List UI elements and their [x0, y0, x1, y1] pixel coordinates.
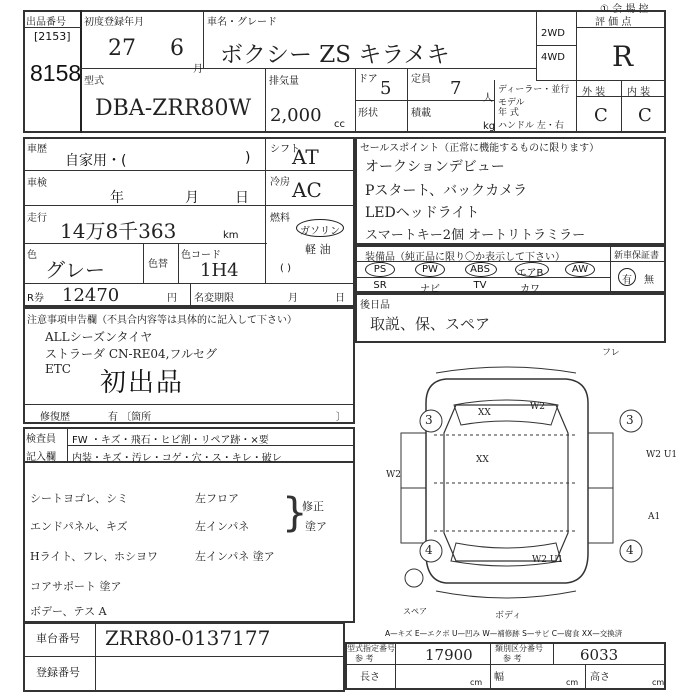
inspection-label: 車検	[27, 178, 47, 189]
lot-number: 8158	[30, 60, 82, 86]
after-items-label: 後日品	[360, 300, 390, 311]
eval-value: R	[612, 40, 634, 73]
inspector-label-1: 検査員	[26, 434, 56, 445]
inspector-row-2: 内装・キズ・汚レ・コゲ・穴・ス・キレ・破レ	[72, 453, 282, 464]
mark-2: W2	[530, 402, 545, 412]
comment-right-2: 左インパネ	[195, 520, 250, 533]
dealer-label: ディーラー・並行	[498, 85, 570, 95]
equip-circle-pw	[415, 262, 445, 277]
comment-2: エンドパネル、キズ	[30, 520, 128, 533]
exterior-label: 外 装	[582, 87, 606, 98]
inspector-row-1: FW ・キズ・飛石・ヒビ割・リペア跡・×要	[72, 435, 269, 446]
mark-5: W2	[386, 470, 401, 480]
repair-value: 有 〔箇所	[108, 412, 152, 423]
first-reg-month: 6	[170, 36, 184, 61]
equip-circle-airbag	[515, 262, 549, 277]
name-label: 車名・グレード	[207, 17, 277, 28]
drive-4wd: 4WD	[541, 52, 565, 63]
first-reg-label: 初度登録年月	[84, 17, 144, 28]
width-unit: cm	[566, 678, 579, 687]
ac-label: 冷房	[270, 177, 290, 188]
displacement-value: 2,000	[270, 105, 322, 126]
exterior-value: C	[594, 105, 608, 126]
use-value: 自家用・(	[65, 153, 127, 169]
equip-circle-abs	[465, 262, 497, 277]
warranty-label: 新車保証書	[614, 251, 660, 261]
color-code-label: 色コード	[181, 250, 221, 261]
eval-label: 評 価 点	[595, 17, 632, 28]
model-year-label: モデル	[498, 98, 525, 108]
month-unit: 月	[193, 64, 203, 75]
fuel-label: 燃料	[270, 213, 290, 224]
car-diagram	[356, 343, 666, 625]
fuel-diesel: 軽 油	[305, 243, 331, 256]
shape-label: 形状	[358, 108, 378, 119]
name-change-month: 月	[288, 293, 298, 304]
mileage-value: 14万8千363	[60, 219, 177, 243]
color-value: グレー	[45, 258, 105, 282]
model-value: DBA-ZRR80W	[95, 96, 252, 121]
load-label: 積載	[411, 108, 431, 119]
equip-navi: ナビ	[420, 284, 440, 295]
mileage-unit: km	[223, 230, 239, 241]
tire-depth-rr: 4	[626, 543, 634, 557]
tire-depth-fl: 3	[425, 413, 433, 427]
use-label: 車歴	[27, 144, 47, 155]
mark-1: フレ	[602, 348, 620, 358]
length-label: 長さ	[360, 672, 380, 683]
mark-8: W2 U1	[532, 555, 564, 565]
length-unit: cm	[470, 678, 483, 687]
interior-value: C	[638, 105, 652, 126]
warranty-no: 無	[644, 275, 654, 286]
class-value: 6033	[580, 646, 619, 664]
comment-1: シートヨゴレ、シミ	[30, 492, 129, 505]
recycle-label: R券	[27, 293, 44, 304]
mileage-label: 走行	[27, 213, 47, 224]
class-label: 類別区分番号	[495, 644, 543, 653]
recycle-unit: 円	[167, 293, 177, 304]
drive-2wd: 2WD	[541, 28, 565, 39]
comment-bracket: }	[282, 490, 308, 536]
tire-depth-rl: 4	[425, 543, 433, 557]
equip-circle-aw	[565, 262, 595, 277]
recycle-value: 12470	[62, 285, 120, 306]
top-note: ① 会 場 控	[600, 4, 649, 15]
notes-line-1: ALLシーズンタイヤ	[45, 330, 153, 344]
mark-10: ボディ	[495, 611, 522, 621]
car-body-outline	[426, 379, 588, 583]
equip-airbag: エアB	[516, 268, 544, 279]
use-close: )	[245, 150, 251, 166]
model-label: 型式	[84, 76, 104, 87]
equipment-label: 装備品（純正品に限り〇か表示して下さい）	[365, 252, 565, 263]
sales-line-3: LEDヘッドライト	[365, 205, 480, 221]
bracket-text-2: 塗ア	[305, 520, 327, 533]
doors-label: ドア	[358, 74, 378, 85]
fuel-paren: ( )	[280, 263, 291, 274]
inspection-year: 年	[110, 190, 124, 206]
chassis-label: 車台番号	[36, 632, 80, 645]
notes-label: 注意事項申告欄（不具合内容等は具体的に記入して下さい）	[27, 315, 297, 326]
comment-4: コアサポート 塗ア	[30, 580, 122, 593]
spare-tire	[405, 569, 423, 587]
displacement-label: 排気量	[269, 76, 299, 87]
displacement-unit: cc	[334, 119, 345, 130]
equip-sr: SR	[373, 280, 387, 291]
tire-depth-fr: 3	[626, 413, 634, 427]
notes-line-3: ETC	[45, 362, 71, 376]
capacity-unit: 人	[483, 93, 493, 104]
sales-line-2: Pスタート、バックカメラ	[365, 183, 528, 199]
lot-label: 出品番号	[26, 17, 66, 28]
repair-close: 〕	[336, 412, 346, 423]
inspection-month: 月	[185, 190, 199, 206]
sales-points-label: セールスポイント（正常に機能するものに限ります）	[360, 143, 600, 154]
first-reg-year: 27	[108, 36, 136, 61]
fuel-gas: ガソリン	[300, 226, 340, 237]
color-code-value: 1H4	[200, 260, 239, 281]
warranty-yes: 有	[622, 275, 632, 286]
equip-tv: TV	[473, 280, 487, 291]
class-sub: 参 考	[503, 654, 522, 663]
shift-label: シフト	[270, 144, 300, 155]
model-year-sub: 年 式	[498, 108, 519, 118]
name-change-day: 日	[335, 293, 345, 304]
inspection-day: 日	[235, 190, 249, 206]
after-items-value: 取説、保、スペア	[370, 315, 491, 333]
reg-label: 登録番号	[36, 666, 80, 679]
lot-sub: [2153]	[34, 30, 71, 43]
mark-6: W2 U1	[646, 450, 678, 460]
diagram-legend: A—キズ E—エクボ U—凹み W—補修跡 S—サビ C—腐食 XX—交換済	[385, 629, 623, 638]
comment-5: ボデー、テス A	[30, 605, 107, 618]
repair-label: 修復歴	[40, 412, 70, 423]
ac-value: AC	[292, 178, 322, 202]
equip-pw: PW	[422, 264, 438, 275]
load-unit: kg	[483, 121, 496, 132]
width-label: 幅	[494, 672, 504, 683]
notes-line-2: ストラーダ CN-RE04,フルセグ	[45, 347, 217, 361]
model-ref-value: 17900	[425, 646, 473, 664]
first-listing-stamp: 初出品	[100, 368, 185, 398]
mark-7: A1	[648, 512, 661, 522]
color-label: 色	[27, 250, 37, 261]
chassis-value: ZRR80-0137177	[105, 626, 271, 650]
handle-label: ハンドル 左・右	[498, 121, 564, 131]
name-change-label: 名変期限	[194, 293, 234, 304]
doors-value: 5	[380, 78, 392, 99]
height-unit: cm	[652, 678, 665, 687]
mark-4: XX	[476, 455, 489, 465]
sales-line-4: スマートキー2個 オートリトラミラー	[365, 228, 586, 243]
equip-ps: PS	[373, 264, 387, 275]
shift-value: AT	[292, 145, 319, 169]
comments-box	[23, 463, 355, 623]
inspector-label-2: 記入欄	[26, 452, 56, 463]
comment-3: Hライト、フレ、ホシヨワ	[30, 550, 158, 563]
mark-3: XX	[478, 408, 491, 418]
capacity-label: 定員	[411, 74, 431, 85]
bracket-text-1: 修正	[302, 500, 324, 513]
equip-circle-ps	[365, 262, 395, 277]
name-value: ボクシー ZS キラメキ	[220, 42, 450, 68]
capacity-value: 7	[450, 78, 462, 99]
equip-aw: AW	[571, 264, 589, 275]
sales-line-1: オークションデビュー	[365, 159, 505, 175]
equip-leather: カワ	[520, 284, 540, 295]
interior-label: 内 装	[627, 87, 651, 98]
comment-right-1: 左フロア	[195, 492, 239, 505]
model-ref-sub: 参 考	[355, 654, 374, 663]
color-no-label: 色替	[148, 259, 168, 270]
model-ref-label: 型式指定番号	[347, 644, 395, 653]
height-label: 高さ	[590, 672, 610, 683]
mark-9: スペア	[403, 607, 427, 616]
comment-right-3: 左インパネ 塗ア	[195, 550, 275, 563]
equip-abs: ABS	[470, 264, 490, 275]
